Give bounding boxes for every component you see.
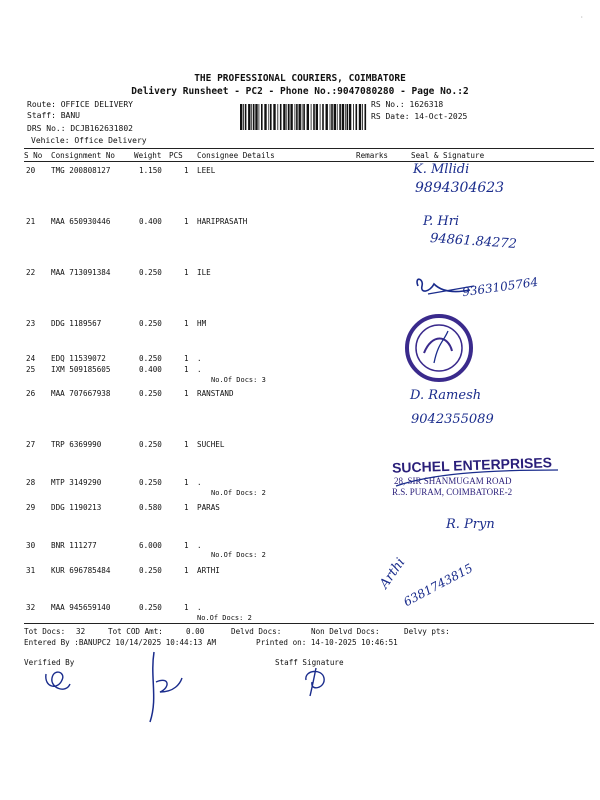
row-weight: 0.250 — [139, 319, 162, 328]
row-sno: 25 — [26, 365, 36, 374]
vehicle-label: Vehicle: Office Delivery — [31, 136, 147, 145]
row-weight: 6.000 — [139, 541, 162, 550]
verified-initial-signature — [140, 648, 190, 728]
row-pcs: 1 — [184, 503, 189, 512]
barcode-bar — [243, 104, 244, 130]
non-delvd-docs-label: Non Delvd Docs: — [311, 627, 380, 636]
row-consignment: BNR 111277 — [51, 541, 97, 550]
row-weight: 0.250 — [139, 354, 162, 363]
barcode-bar — [330, 104, 331, 130]
row-pcs: 1 — [184, 478, 189, 487]
row-pcs: 1 — [184, 389, 189, 398]
row-pcs: 1 — [184, 217, 189, 226]
row-consignment: KUR 696785484 — [51, 566, 111, 575]
barcode-bar — [290, 104, 292, 130]
barcode-bar — [302, 104, 303, 130]
row-consignee: HARIPRASATH — [197, 217, 248, 226]
col-weight: Weight — [134, 151, 162, 160]
signature-phone-6: 6381743815 — [401, 560, 476, 610]
row-consignment: EDQ 11539072 — [51, 354, 106, 363]
barcode-bar — [245, 104, 247, 130]
row-sno: 31 — [26, 566, 36, 575]
row-consignment: MAA 707667938 — [51, 389, 111, 398]
runsheet-title: Delivery Runsheet - PC2 - Phone No.:9047080280 - Page No.:2 — [131, 86, 469, 97]
barcode-bar — [326, 104, 328, 130]
row-weight: 0.250 — [139, 440, 162, 449]
row-weight: 0.400 — [139, 365, 162, 374]
col-seal: Seal & Signature — [411, 151, 485, 160]
barcode-bar — [261, 104, 263, 130]
rs-date: RS Date: 14-Oct-2025 — [371, 112, 468, 121]
totals-rule — [24, 623, 594, 624]
signature-name-6: Arthi — [376, 555, 409, 592]
tot-cod-label: Tot COD Amt: — [108, 627, 163, 636]
row-consignee: . — [197, 603, 202, 612]
entered-by: Entered By :BANUPC2 10/14/2025 10:44:13 AM — [24, 638, 217, 647]
staff-signature-label: Staff Signature — [275, 658, 344, 667]
barcode-bar — [259, 104, 260, 130]
signature-name-2: P. Hri — [423, 214, 460, 229]
barcode-bar — [264, 104, 266, 130]
barcode-bar — [273, 104, 275, 130]
barcode-bar — [322, 104, 324, 130]
row-pcs: 1 — [184, 319, 189, 328]
barcode-bar — [255, 104, 257, 130]
stamp-address-line-2: R.S. PURAM, COIMBATORE-2 — [392, 487, 513, 497]
row-consignment: TRP 6369990 — [51, 440, 102, 449]
verified-by-label: Verified By — [24, 658, 75, 667]
row-consignee: . — [197, 365, 202, 374]
row-consignee: . — [197, 478, 202, 487]
row-consignment: TMG 200808127 — [51, 166, 111, 175]
col-pcs: PCS — [169, 151, 183, 160]
row-sno: 29 — [26, 503, 36, 512]
barcode-bar — [337, 104, 338, 130]
stamp-address-line-1: 28, SIR SHANMUGAM ROAD — [394, 476, 512, 486]
barcode-bar — [334, 104, 336, 130]
signature-phone-1: 9894304623 — [415, 180, 505, 196]
barcode-bar — [320, 104, 321, 130]
row-weight: 1.150 — [139, 166, 162, 175]
barcode-bar — [362, 104, 363, 130]
barcode-bar — [331, 104, 333, 130]
row-weight: 0.250 — [139, 566, 162, 575]
stamp-overlay-scribble — [392, 466, 562, 492]
round-seal-stamp — [404, 313, 474, 383]
barcode-bar — [347, 104, 349, 130]
stamp-company-name: SUCHEL ENTERPRISES — [391, 454, 553, 476]
row-consignee: PARAS — [197, 503, 220, 512]
row-sno: 27 — [26, 440, 36, 449]
verified-signature — [40, 664, 80, 696]
tot-docs-value: 32 — [76, 627, 86, 636]
row-sno: 32 — [26, 603, 36, 612]
row-sno: 23 — [26, 319, 36, 328]
barcode-bar — [283, 104, 285, 130]
row-pcs: 1 — [184, 268, 189, 277]
row-sno: 28 — [26, 478, 36, 487]
route-label: Route: OFFICE DELIVERY — [27, 100, 133, 109]
barcode-bar — [268, 104, 269, 130]
signature-name-4: D. Ramesh — [410, 388, 482, 403]
signature-name-5: R. Pryn — [446, 517, 495, 532]
row-sno: 22 — [26, 268, 36, 277]
barcode-bar — [349, 104, 351, 130]
row-consignee: RANSTAND — [197, 389, 234, 398]
header-rule-top — [24, 148, 594, 149]
row-weight: 0.250 — [139, 478, 162, 487]
signature-phone-4: 9042355089 — [411, 412, 494, 427]
row-consignment: MAA 650930446 — [51, 217, 111, 226]
row-consignee: HM — [197, 319, 207, 328]
barcode-bar — [296, 104, 298, 130]
row-consignee: SUCHEL — [197, 440, 225, 449]
rs-number: RS No.: 1626318 — [371, 100, 444, 109]
row-consignment: DDG 1190213 — [51, 503, 102, 512]
tot-docs-label: Tot Docs: — [24, 627, 66, 636]
corner-dot: · — [580, 14, 584, 21]
row-consignee: ARTHI — [197, 566, 220, 575]
row-weight: 0.400 — [139, 217, 162, 226]
barcode-bar — [277, 104, 278, 130]
row-consignment: DDG 1189567 — [51, 319, 102, 328]
company-title: THE PROFESSIONAL COURIERS, COIMBATORE — [194, 73, 406, 84]
row-docs: No.Of Docs: 2 — [211, 489, 266, 497]
row-consignment: MAA 945659140 — [51, 603, 111, 612]
col-consignment: Consignment No — [51, 151, 116, 160]
barcode-bar — [248, 104, 250, 130]
barcode-bar — [299, 104, 301, 130]
barcode-bar — [339, 104, 341, 130]
barcode-bar — [303, 104, 305, 130]
barcode-bar — [311, 104, 312, 130]
barcode-bar — [253, 104, 255, 130]
row-docs: No.Of Docs: 3 — [211, 376, 266, 384]
row-sno: 30 — [26, 541, 36, 550]
row-weight: 0.250 — [139, 603, 162, 612]
row-pcs: 1 — [184, 566, 189, 575]
signature-phone-2: 94861.84272 — [429, 230, 518, 253]
barcode-bar — [286, 104, 287, 130]
col-sno: S No — [24, 151, 43, 160]
row-consignment: IXM 509185605 — [51, 365, 111, 374]
signature-name-1: K. Mllidi — [413, 162, 470, 177]
signature-phone-3: 9363105764 — [461, 274, 539, 300]
row-pcs: 1 — [184, 166, 189, 175]
row-pcs: 1 — [184, 541, 189, 550]
row-weight: 0.580 — [139, 503, 162, 512]
row-consignee: LEEL — [197, 166, 216, 175]
barcode-icon — [240, 104, 368, 130]
header-rule-bottom — [24, 161, 594, 162]
barcode-bar — [365, 104, 367, 130]
row-docs: No.Of Docs: 2 — [197, 614, 252, 622]
printed-on: Printed on: 14-10-2025 10:46:51 — [256, 638, 398, 647]
row-consignee: . — [197, 354, 202, 363]
barcode-bar — [280, 104, 282, 130]
barcode-bar — [307, 104, 309, 130]
row-weight: 0.250 — [139, 389, 162, 398]
delvy-pts-label: Delvy pts: — [404, 627, 450, 636]
barcode-bar — [353, 104, 354, 130]
drs-number: DRS No.: DCJB162631802 — [27, 124, 133, 133]
row-sno: 20 — [26, 166, 36, 175]
row-pcs: 1 — [184, 365, 189, 374]
barcode-bar — [342, 104, 344, 130]
staff-signature-mark — [300, 664, 334, 698]
row-sno: 24 — [26, 354, 36, 363]
barcode-bar — [288, 104, 290, 130]
barcode-bar — [345, 104, 346, 130]
barcode-bar — [240, 104, 242, 130]
row-consignment: MAA 713091384 — [51, 268, 111, 277]
delvd-docs-label: Delvd Docs: — [231, 627, 282, 636]
row-pcs: 1 — [184, 440, 189, 449]
col-remarks: Remarks — [356, 151, 389, 160]
barcode-bar — [359, 104, 361, 130]
row-consignment: MTP 3149290 — [51, 478, 102, 487]
row-pcs: 1 — [184, 603, 189, 612]
row-docs: No.Of Docs: 2 — [211, 551, 266, 559]
row-pcs: 1 — [184, 354, 189, 363]
row-sno: 26 — [26, 389, 36, 398]
row-consignee: . — [197, 541, 202, 550]
barcode-bar — [316, 104, 318, 130]
row-weight: 0.250 — [139, 268, 162, 277]
barcode-bar — [313, 104, 315, 130]
barcode-bar — [270, 104, 272, 130]
tot-cod-value: 0.00 — [186, 627, 205, 636]
row-sno: 21 — [26, 217, 36, 226]
col-consignee: Consignee Details — [197, 151, 275, 160]
barcode-bar — [356, 104, 358, 130]
barcode-bar — [251, 104, 252, 130]
staff-label: Staff: BANU — [27, 111, 80, 120]
row-consignee: ILE — [197, 268, 211, 277]
barcode-bar — [295, 104, 296, 130]
